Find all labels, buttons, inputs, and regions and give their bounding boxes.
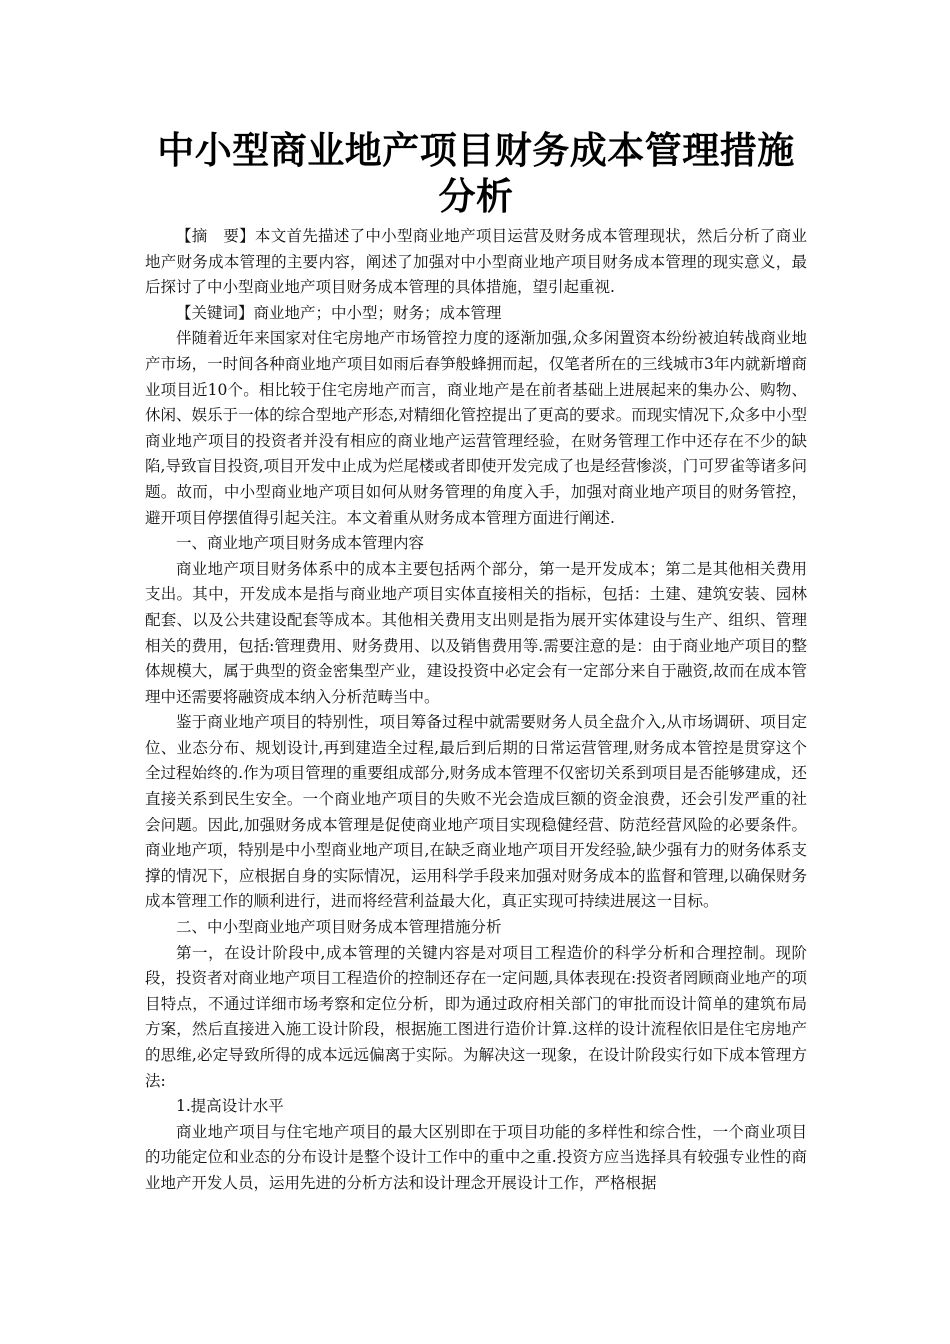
keywords-paragraph: 【关键词】商业地产；中小型；财务；成本管理 [176, 303, 502, 322]
section-2-heading: 二、中小型商业地产项目财务成本管理措施分析 [176, 918, 502, 937]
section-2-paragraph-1: 第一，在设计阶段中,成本管理的关键内容是对项目工程造价的科学分析和合理控制。现阶段，投资者对商业地产项目工程造价的控制还存在一定问题,具体表现在:投资者罔顾商业地产的项目特点，不通过详细市场考察和定位分析，即为通过政府相关部门的审批而设计简单的建筑布局方案，然后直接进入施工设计阶段，根据施工图进行造价计算.这样的设计流程依旧是住宅房地产的思维,必定导致所得的成本远远偏离于实际。为解决这一现象，在设计阶段实行如下成本管理方法: [145, 943, 807, 1090]
intro-paragraph: 伴随着近年来国家对住宅房地产市场管控力度的逐渐加强,众多闲置资本纷纷被迫转战商业地产市场，一时间各种商业地产项目如雨后春笋般蜂拥而起，仅笔者所在的三线城市3年内就新增商业项目近10个。相比较于住宅房地产而言，商业地产是在前者基础上进展起来的集办公、购物、休闲、娱乐于一体的综合型地产形态,对精细化管控提出了更高的要求。而现实情况下,众多中小型商业地产项目的投资者并没有相应的商业地产运营管理经验，在财务管理工作中还存在不少的缺陷,导致盲目投资,项目开发中止成为烂尾楼或者即使开发完成了也是经营惨淡，门可罗雀等诸多问题。故而，中小型商业地产项目如何从财务管理的角度入手，加强对商业地产项目的财务管控，避开项目停摆值得引起关注。本文着重从财务成本管理方面进行阐述. [145, 329, 807, 527]
section-1-paragraph-2: 鉴于商业地产项目的特别性，项目筹备过程中就需要财务人员全盘介入,从市场调研、项目定位、业态分布、规划设计,再到建造全过程,最后到后期的日常运营管理,财务成本管控是贯穿这个全过程始终的.作为项目管理的重要组成部分,财务成本管理不仅密切关系到项目是否能够建成，还直接关系到民生安全。一个商业地产项目的失败不光会造成巨额的资金浪费，还会引发严重的社会问题。因此,加强财务成本管理是促使商业地产项目实现稳健经营、防范经营风险的必要条件。商业地产项，特别是中小型商业地产项目,在缺乏商业地产项目开发经验,缺少强有力的财务体系支撑的情况下，应根据自身的实际情况，运用科学手段来加强对财务成本的监督和管理,以确保财务成本管理工作的顺利进行，进而将经营利益最大化，真正实现可持续进展这一目标。 [145, 713, 807, 911]
section-1-paragraph-1: 商业地产项目财务体系中的成本主要包括两个部分，第一是开发成本；第二是其他相关费用支出。其中，开发成本是指与商业地产项目实体直接相关的指标，包括：土建、建筑安装、园林配套、以及公共建设配套等成本。其他相关费用支出则是指为展开实体建设与生产、组织、管理相关的费用，包括:管理费用、财务费用、以及销售费用等.需要注意的是：由于商业地产项目的整体规模大，属于典型的资金密集型产业，建设投资中必定会有一定部分来自于融资,故而在成本管理中还需要将融资成本纳入分析范畴当中。 [145, 559, 807, 706]
subheading-1: 1.提高设计水平 [176, 1097, 284, 1116]
section-1-heading: 一、商业地产项目财务成本管理内容 [176, 534, 425, 553]
title-line-2: 分析 [438, 175, 514, 218]
subsection-1-paragraph-1: 商业地产项目与住宅地产项目的最大区别即在于项目功能的多样性和综合性，一个商业项目的功能定位和业态的分布设计是整个设计工作中的重中之重.投资方应当选择具有较强专业性的商业地产开发人员，运用先进的分析方法和设计理念开展设计工作，严格根据 [145, 1122, 807, 1192]
document-page [145, 128, 807, 1197]
abstract-paragraph: 【摘 要】本文首先描述了中小型商业地产项目运营及财务成本管理现状，然后分析了商业地产财务成本管理的主要内容，阐述了加强对中小型商业地产项目财务成本管理的现实意义，最后探讨了中小型商业地产项目财务成本管理的具体措施，望引起重视. [145, 227, 807, 297]
title-line-1: 中小型商业地产项目财务成本管理措施 [157, 129, 795, 172]
document-title [145, 128, 807, 220]
